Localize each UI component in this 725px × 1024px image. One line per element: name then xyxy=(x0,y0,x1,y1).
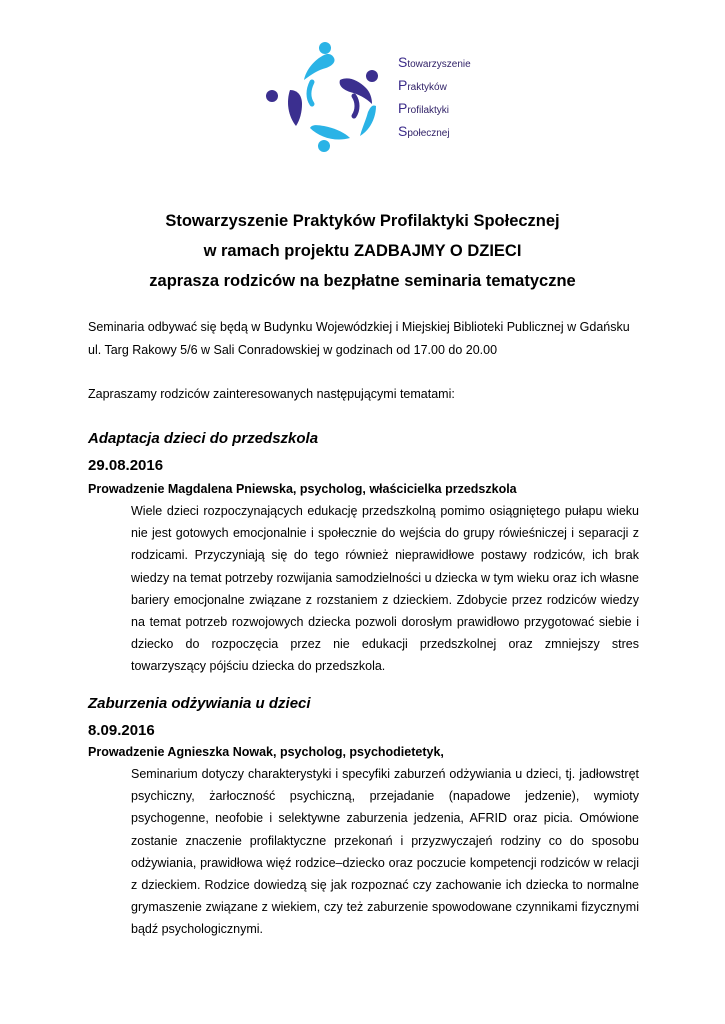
header-line-1: Stowarzyszenie Praktyków Profilaktyki Społecznej xyxy=(165,212,560,230)
seminar-date: 29.08.2016 xyxy=(88,457,164,474)
logo-line: Stowarzyszenie xyxy=(398,54,471,70)
seminar-lead: Prowadzenie Magdalena Pniewska, psycholog, właścicielka przedszkola xyxy=(88,482,517,496)
intro-line-2: ul. Targ Rakowy 5/6 w Sali Conradowskiej w godzinach od 17.00 do 20.00 xyxy=(88,343,498,357)
header-line-2: w ramach projektu ZADBAJMY O DZIECI xyxy=(203,242,522,260)
seminar-date: 8.09.2016 xyxy=(88,722,155,739)
logo-line: Praktyków xyxy=(398,77,447,93)
logo-line: Społecznej xyxy=(398,123,450,139)
seminar-topic: Zaburzenia odżywiania u dzieci xyxy=(88,695,311,712)
header-line-3: zaprasza rodziców na bezpłatne seminaria tematyczne xyxy=(149,272,576,290)
intro-invite: Zapraszamy rodziców zainteresowanych następującymi tematami: xyxy=(88,387,455,401)
seminar-description: Wiele dzieci rozpoczynających edukację przedszkolną pomimo osiągniętego pułapu wieku nie jest gotowych emocjonalnie i społecznie do wejścia do grupy rówieśniczej i separacji z rodzicami. Przyczyniają się do tego również nieprawidłowe postawy rodziców, ich brak wiedzy na temat potrzeby rozwijania samodzielności u dziecka w tym wieku oraz ich własne bariery emocjonalne związane z rozstaniem z dzieckiem. Zdobycie przez rodziców wiedzy na temat potrzeb rozwojowych dziecka pozwoli dorosłym prawidłowo przygotować siebie i dziecko do rozpoczęcia przez nie edukacji przedszkolnej oraz zmniejszy stres towarzyszący pójściu dziecka do przedszkola. xyxy=(131,504,639,674)
logo-line: Profilaktyki xyxy=(398,100,450,116)
seminar-description: Seminarium dotyczy charakterystyki i specyfiki zaburzeń odżywiania u dzieci, tj. jadłowstręt psychiczny, żarłoczność psychiczną, przejadanie (napadowe jedzenie), wymioty psychogenne, neofobie i selektywne zaburzenia jedzenia, AFRID oraz picia. Omówione zostanie znaczenie profilaktyczne przekonań i przyzwyczajeń rodziny co do sposobu odżywiania, prawidłowa więź rodzice–dziecko oraz poczucie kompetencji rodziców w relacji z dzieckiem. Rodzice dowiedzą się jak rozpoznać czy zachowanie ich dziecka to normalne grymaszenie związane z wiekiem, czy też zaburzenie spowodowane czynnikami fizycznymi bądź psychologicznymi. xyxy=(131,767,639,937)
intro-line-1: Seminaria odbywać się będą w Budynku Wojewódzkiej i Miejskiej Biblioteki Publicznej w Gdańsku xyxy=(88,320,630,334)
seminar-lead: Prowadzenie Agnieszka Nowak, psycholog, psychodietetyk, xyxy=(88,745,444,759)
seminar-topic: Adaptacja dzieci do przedszkola xyxy=(88,430,319,447)
logo-wordmark xyxy=(398,52,471,144)
